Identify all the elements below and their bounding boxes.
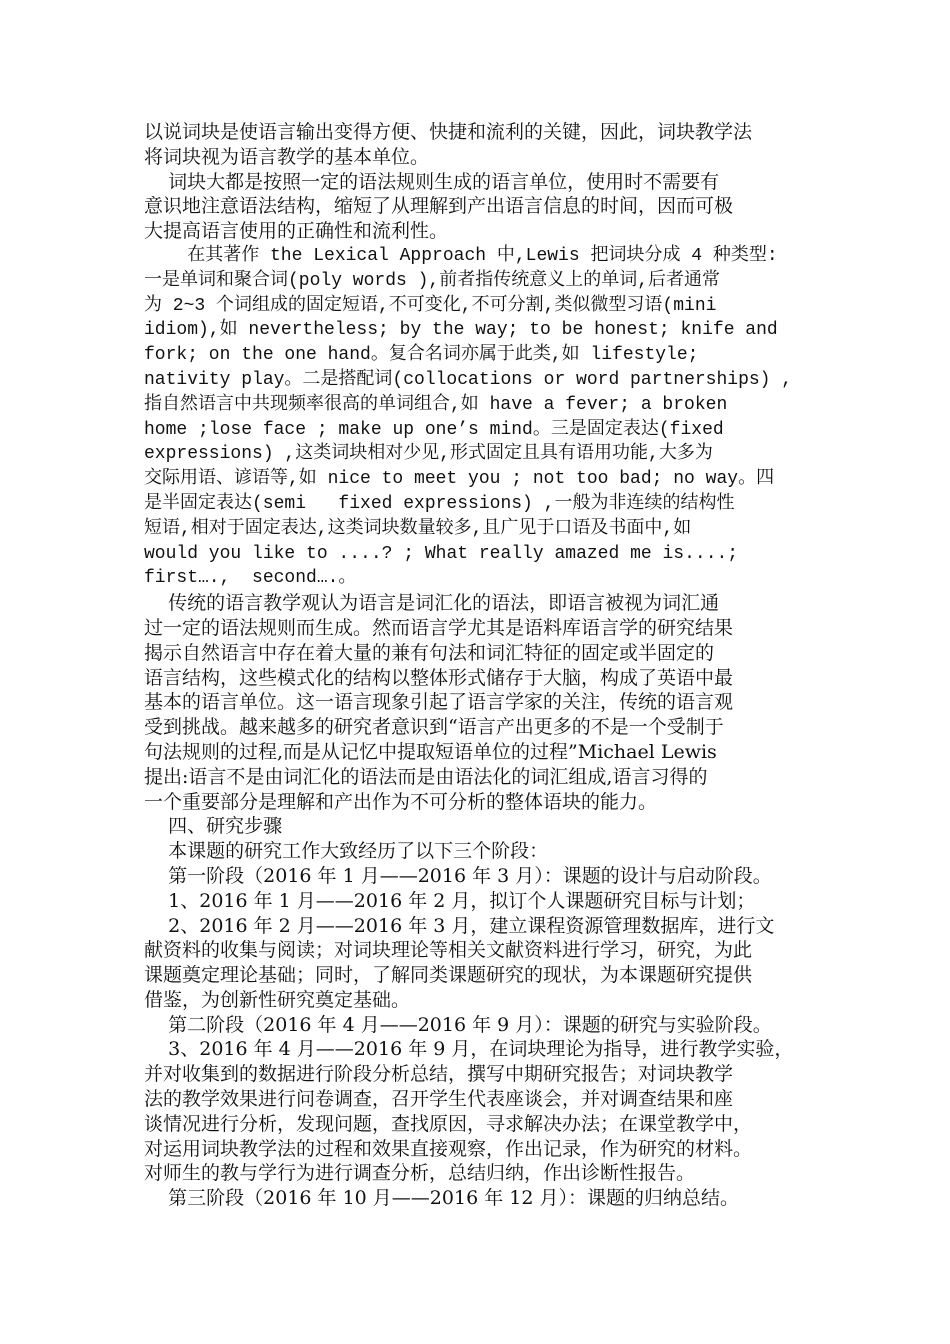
text-line: 指自然语言中共现频率很高的单词组合,如 have a fever; a broken bbox=[144, 394, 728, 415]
text-line: 为 2~3 个词组成的固定短语,不可变化,不可分割,类似微型习语(mini bbox=[144, 295, 717, 316]
text-line: 2、2016 年 2 月——2016 年 3 月，建立课程资源管理数据库，进行文 bbox=[144, 914, 775, 937]
text-line: 借鉴，为创新性研究奠定基础。 bbox=[144, 988, 411, 1011]
text-line: 一是单词和聚合词(poly words ),前者指传统意义上的单词,后者通常 bbox=[144, 270, 721, 291]
text-line: 将词块视为语言教学的基本单位。 bbox=[144, 145, 430, 168]
text-line: 对师生的教与学行为进行调查分析，总结归纳，作出诊断性报告。 bbox=[144, 1162, 696, 1185]
text-line: 献资料的收集与阅读；对词块理论等相关文献资料进行学习，研究，为此 bbox=[144, 939, 753, 962]
text-line: 受到挑战。越来越多的研究者意识到“语言产出更多的不是一个受制于 bbox=[144, 716, 724, 739]
text-line: 基本的语言单位。这一语言现象引起了语言学家的关注，传统的语言观 bbox=[144, 691, 734, 714]
text-line: 过一定的语法规则而生成。然而语言学尤其是语料库语言学的研究结果 bbox=[144, 616, 734, 639]
text-line: 一个重要部分是理解和产出作为不可分析的整体语块的能力。 bbox=[144, 790, 658, 813]
text-line: 以说词块是使语言输出变得方便、快捷和流利的关键，因此，词块教学法 bbox=[144, 121, 753, 143]
text-line: would you like to ....? ; What really amazed me is....; bbox=[144, 543, 739, 564]
text-line: 提出:语言不是由词汇化的语法而是由语法化的词汇组成,语言习得的 bbox=[144, 765, 708, 788]
text-line: 1、2016 年 1 月——2016 年 2 月，拟订个人课题研究目标与计划； bbox=[144, 889, 756, 912]
text-line: 对运用词块教学法的过程和效果直接观察，作出记录，作为研究的材料。 bbox=[144, 1137, 753, 1160]
text-line: 大提高语言使用的正确性和流利性。 bbox=[144, 220, 449, 243]
text-line: 第一阶段（2016 年 1 月——2016 年 3 月）：课题的设计与启动阶段。 bbox=[144, 864, 772, 887]
text-line: 第二阶段（2016 年 4 月——2016 年 9 月）：课题的研究与实验阶段。 bbox=[144, 1013, 772, 1036]
text-line: home ;lose face ; make up one’s mind。三是固定表达(fixed bbox=[144, 419, 724, 440]
text-line: 课题奠定理论基础；同时，了解同类课题研究的现状，为本课题研究提供 bbox=[144, 964, 753, 987]
text-line: 揭示自然语言中存在着大量的兼有句法和词汇特征的固定或半固定的 bbox=[144, 641, 715, 664]
text-line: 本课题的研究工作大致经历了以下三个阶段： bbox=[144, 840, 549, 863]
text-line: 3、2016 年 4 月——2016 年 9 月，在词块理论为指导，进行教学实验， bbox=[144, 1038, 794, 1061]
text-line: 是半固定表达(semi fixed expressions) ,一般为非连续的结构性 bbox=[144, 493, 735, 514]
text-line: 短语,相对于固定表达,这类词块数量较多,且广见于口语及书面中,如 bbox=[144, 518, 692, 539]
text-line: 交际用语、谚语等,如 nice to meet you ; not too bad; no way。四 bbox=[144, 469, 775, 490]
text-line: idiom),如 nevertheless; by the way; to be honest; knife and bbox=[144, 320, 778, 341]
text-line: 意识地注意语法结构，缩短了从理解到产出语言信息的时间，因而可极 bbox=[144, 195, 734, 218]
text-line: 词块大都是按照一定的语法规则生成的语言单位，使用时不需要有 bbox=[144, 170, 720, 193]
document-body bbox=[144, 120, 814, 1211]
text-line: 在其著作 the Lexical Approach 中,Lewis 把词块分成 4 种类型: bbox=[144, 245, 778, 266]
text-line: 第三阶段（2016 年 10 月——2016 年 12 月）：课题的归纳总结。 bbox=[144, 1187, 739, 1210]
text-line: 传统的语言教学观认为语言是词汇化的语法，即语言被视为词汇通 bbox=[144, 592, 720, 615]
text-line: 语言结构，这些模式化的结构以整体形式储存于大脑，构成了英语中最 bbox=[144, 666, 734, 689]
text-line: expressions) ,这类词块相对少见,形式固定且具有语用功能,大多为 bbox=[144, 444, 713, 465]
text-line: first…., second….。 bbox=[144, 568, 357, 589]
text-line: 句法规则的过程,而是从记忆中提取短语单位的过程”Michael Lewis bbox=[144, 740, 717, 763]
text-line: 并对收集到的数据进行阶段分析总结，撰写中期研究报告；对词块教学 bbox=[144, 1063, 734, 1086]
text-line: fork; on the one hand。复合名词亦属于此类,如 lifestyle; bbox=[144, 345, 699, 366]
text-line: 法的教学效果进行问卷调查，召开学生代表座谈会，并对调查结果和座 bbox=[144, 1088, 734, 1111]
section-heading: 四、研究步骤 bbox=[144, 815, 283, 838]
text-line: 谈情况进行分析，发现问题，查找原因，寻求解决办法；在课堂教学中， bbox=[144, 1112, 753, 1135]
text-line: nativity play。二是搭配词(collocations or word partnerships) , bbox=[144, 369, 793, 390]
